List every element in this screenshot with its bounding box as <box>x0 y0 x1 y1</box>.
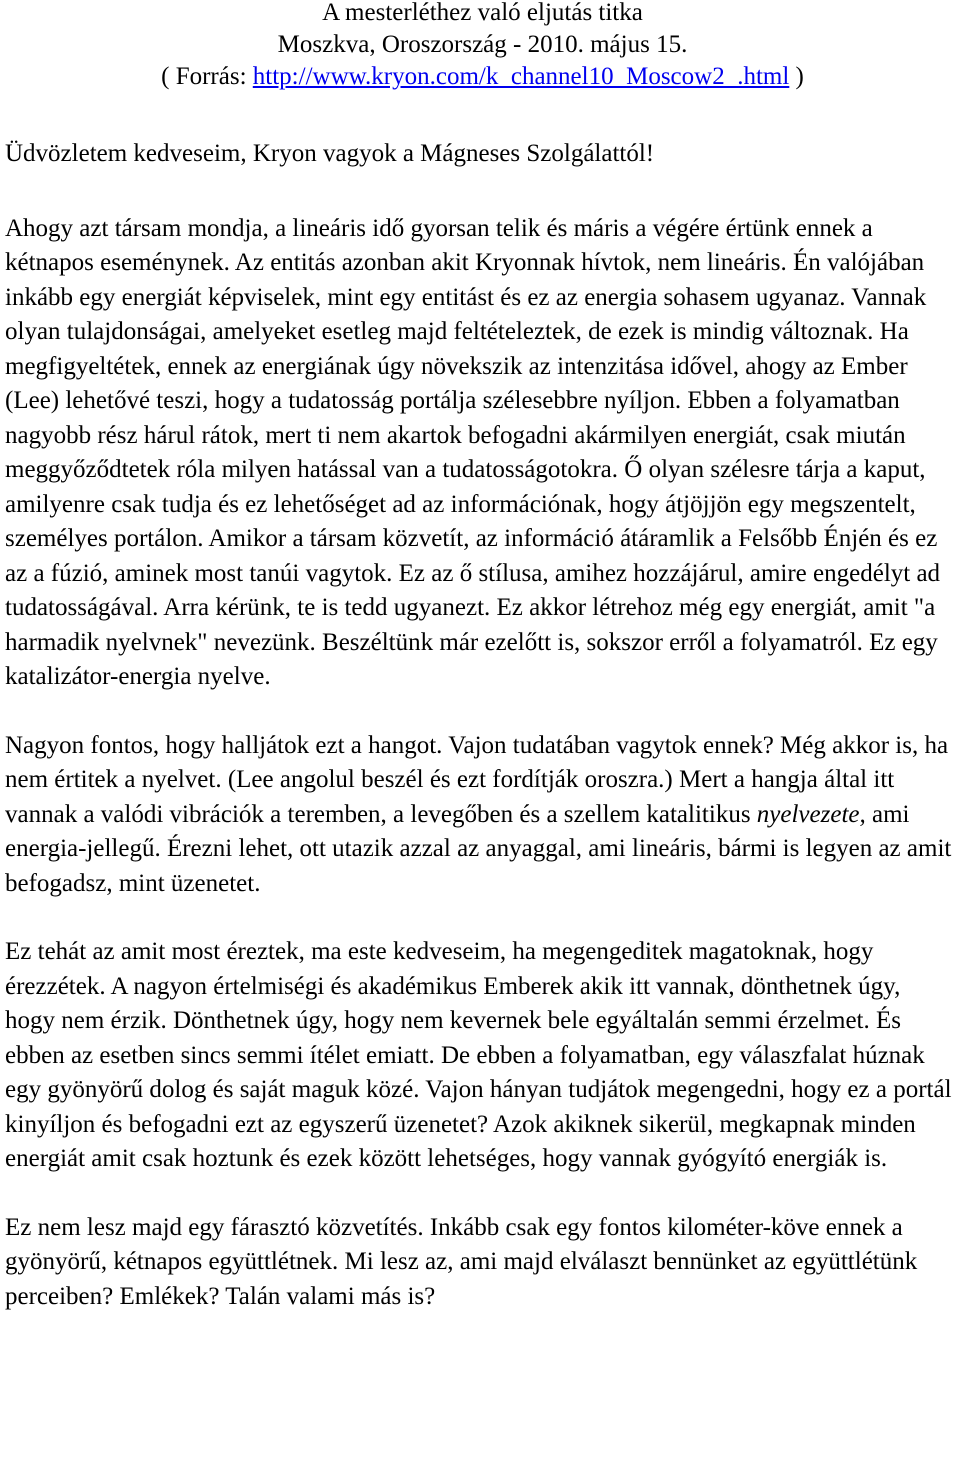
paragraph-2-text-b: ami energia-jellegű. Érezni lehet, ott utazik azzal az anyaggal, ami lineáris, bármi is legyen az amit befogadsz, mint üzenetet. <box>5 800 952 897</box>
place-date-line: Moszkva, Oroszország - 2010. május 15. <box>277 31 688 58</box>
greeting-line: Üdvözletem kedveseim, Kryon vagyok a Mágneses Szolgálattól! <box>5 140 655 167</box>
paragraph-1: Ahogy azt társam mondja, a lineáris idő gyorsan telik és máris a végére értünk ennek a kétnapos eseménynek. Az entitás azonban akit Kryonnak hívtok, nem lineáris. Én valójában inkább egy energiát képviselek, mint egy entitást és ez az energia sohasem ugyanaz. Vannak olyan tulajdonságai, amelyeket esetleg majd feltételeztek, de ezek is mindig változnak. Ha megfigyeltétek, ennek az energiának úgy növekszik az intenzitása idővel, ahogy az Ember (Lee) lehetővé teszi, hogy a tudatosság portálja szélesebbre nyíljon. Ebben a folyamatban nagyobb rész hárul rátok, mert ti nem akartok befogadni akármilyen energiát, csak miután meggyőződtetek róla milyen hatással van a tudatosságotokra. Ő olyan szélesre tárja a kaput, amilyenre csak tudja és ez lehetőséget ad az információnak, hogy átjöjjön egy megszentelt, személyes portálon. Amikor a társam közvetít, az információ átáramlik a Felsőbb Énjén és ez az a fúzió, aminek most tanúi vagytok. Ez az ő stílusa, amihez hozzájárul, amire engedélyt ad tudatosságával. Arra kérünk, te is tedd ugyanezt. Ez akkor létrehoz még egy energiát, amit "a harmadik nyelvnek" nevezünk. Beszéltünk már ezelőtt is, sokszor erről a folyamatról. Ez egy katalizátor-energia nyelve. <box>5 214 941 690</box>
paragraph-2-italic: nyelvezete, <box>756 800 866 828</box>
document-header <box>5 0 960 93</box>
paragraph-4: Ez nem lesz majd egy fárasztó közvetítés. Inkább csak egy fontos kilométer-köve ennek a gyönyörű, kétnapos együttlétnek. Mi lesz az, ami majd elválaszt bennünket az együttlétünk perceiben? Emlékek? Talán valami más is? <box>5 1213 918 1310</box>
document-title: A mesterléthez való eljutás titka <box>322 0 643 26</box>
source-prefix: ( Forrás: <box>161 63 253 90</box>
paragraph-2 <box>5 729 955 902</box>
source-line <box>5 61 960 93</box>
source-link[interactable]: http://www.kryon.com/k_channel10_Moscow2_.html <box>252 63 790 90</box>
paragraph-2-text-a: Nagyon fontos, hogy halljátok ezt a hangot. Vajon tudatában vagytok ennek? Még akkor is, ha nem értitek a nyelvet. (Lee angolul beszél és ezt fordítják oroszra.) Mert a hangja által itt vannak a valódi vibrációk a teremben, a levegőben és a szellem katalitikus <box>5 731 949 828</box>
source-suffix: ) <box>789 63 804 90</box>
paragraph-3: Ez tehát az amit most éreztek, ma este kedveseim, ha megengeditek magatoknak, hogy érezzétek. A nagyon értelmiségi és akadémikus Emberek akik itt vannak, dönthetnek úgy, hogy nem érzik. Dönthetnek úgy, hogy nem kevernek bele egyáltalán semmi érzelmet. És ebben az esetben sincs semmi ítélet emiatt. De ebben a folyamatban, egy válaszfalat húznak egy gyönyörű dolog és saját maguk közé. Vajon hányan tudjátok megengedni, hogy ez a portál kinyíljon és befogadni ezt az egyszerű üzenetet? Azok akiknek sikerül, megkapnak minden energiát amit csak hoztunk és ezek között lehetséges, hogy vannak gyógyító energiák is. <box>5 938 952 1172</box>
